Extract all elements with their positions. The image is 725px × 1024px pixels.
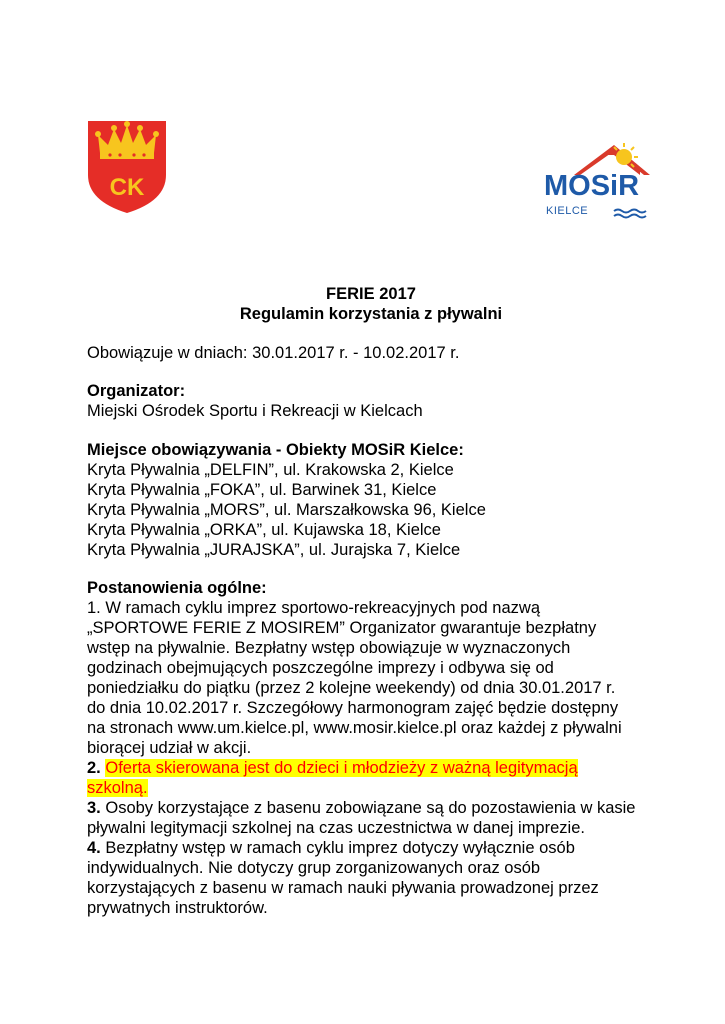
general-heading: Postanowienia ogólne: — [87, 579, 267, 597]
paragraph-4 — [87, 838, 575, 858]
paragraph-4-line: prywatnych instruktorów. — [87, 899, 268, 917]
mosir-logo — [544, 137, 652, 221]
city-crest-logo — [86, 119, 168, 215]
venue-item: Kryta Pływalnia „FOKA”, ul. Barwinek 31, Kielce — [87, 481, 437, 499]
venue-item: Kryta Pływalnia „DELFIN”, ul. Krakowska 2, Kielce — [87, 461, 454, 479]
paragraph-4-line: korzystających z basenu w ramach nauki pływania prowadzonej przez — [87, 879, 599, 897]
svg-text:CK: CK — [109, 174, 145, 201]
paragraph-3 — [87, 798, 636, 818]
crest-icon — [86, 119, 168, 215]
venue-item: Kryta Pływalnia „ORKA”, ul. Kujawska 18, Kielce — [87, 521, 441, 539]
mosir-logo-name: MOSiR — [544, 170, 640, 202]
paragraph-1-line: poniedziałku do piątku (przez 2 kolejne weekendy) od dnia 30.01.2017 r. — [87, 679, 616, 697]
paragraph-2-cont — [87, 778, 148, 798]
paragraph-1-line: godzinach obejmujących poszczególne imprezy i odbywa się od — [87, 659, 554, 677]
highlighted-offer-text: szkolną. — [87, 779, 148, 797]
mosir-logo-city: KIELCE — [546, 205, 589, 217]
paragraph-1-line: biorącej udział w akcji. — [87, 739, 252, 757]
document-subtitle: Regulamin korzystania z pływalni — [239, 305, 503, 323]
highlighted-offer-text: Oferta skierowana jest do dzieci i młodzieży z ważną legitymacją — [105, 759, 578, 777]
organizer-heading: Organizator: — [87, 382, 186, 400]
paragraph-1-line: wstęp na pływalnie. Bezpłatny wstęp obowiązuje w wyznaczonych — [87, 639, 571, 657]
paragraph-4-number: 4. — [87, 839, 101, 857]
venue-item: Kryta Pływalnia „MORS”, ul. Marszałkowska 96, Kielce — [87, 501, 486, 519]
venue-item: Kryta Pływalnia „JURAJSKA”, ul. Jurajska 7, Kielce — [87, 541, 461, 559]
paragraph-4-text: Bezpłatny wstęp w ramach cyklu imprez dotyczy wyłącznie osób — [105, 839, 575, 857]
paragraph-2 — [87, 758, 578, 778]
validity-text: Obowiązuje w dniach: 30.01.2017 r. - 10.02.2017 r. — [87, 344, 460, 362]
paragraph-4-line: indywidualnych. Nie dotyczy grup zorganizowanych oraz osób — [87, 859, 541, 877]
paragraph-1-line: 1. W ramach cyklu imprez sportowo-rekreacyjnych pod nazwą — [87, 599, 541, 617]
paragraph-3-text: Osoby korzystające z basenu zobowiązane są do pozostawienia w kasie — [105, 799, 636, 817]
paragraph-1-line: „SPORTOWE FERIE Z MOSIREM” Organizator gwarantuje bezpłatny — [87, 619, 597, 637]
paragraph-2-number: 2. — [87, 759, 101, 777]
paragraph-3-number: 3. — [87, 799, 101, 817]
paragraph-1-line: do dnia 10.02.2017 r. Szczegółowy harmonogram zajęć będzie dostępny — [87, 699, 619, 717]
venues-heading: Miejsce obowiązywania - Obiekty MOSiR Kielce: — [87, 441, 464, 459]
document-title: FERIE 2017 — [326, 285, 416, 303]
paragraph-1-line: na stronach www.um.kielce.pl, www.mosir.kielce.pl oraz każdej z pływalni — [87, 719, 622, 737]
paragraph-3-line: pływalni legitymacji szkolnej na czas uczestnictwa w danej imprezie. — [87, 819, 585, 837]
organizer-name: Miejski Ośrodek Sportu i Rekreacji w Kielcach — [87, 402, 423, 420]
